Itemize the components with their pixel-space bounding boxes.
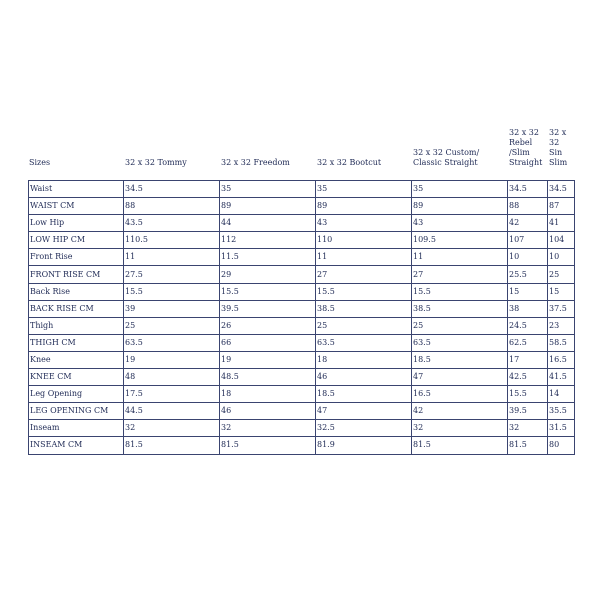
table-cell: 38 [508, 300, 548, 317]
row-label: WAIST CM [29, 198, 124, 215]
table-cell: 88 [124, 198, 220, 215]
table-cell: 26 [220, 317, 316, 334]
table-cell: 43 [412, 215, 508, 232]
table-cell: 34.5 [548, 181, 575, 198]
table-cell: 16.5 [548, 351, 575, 368]
table-cell: 25 [412, 317, 508, 334]
row-label: KNEE CM [29, 369, 124, 386]
row-label: Thigh [29, 317, 124, 334]
table-cell: 43.5 [124, 215, 220, 232]
table-cell: 110 [316, 232, 412, 249]
table-cell: 18.5 [316, 386, 412, 403]
table-cell: 104 [548, 232, 575, 249]
table-cell: 32 [412, 420, 508, 437]
header-sin-slim: 32 x 32 Sin Slim [549, 128, 568, 167]
table-cell: 39.5 [220, 300, 316, 317]
table-cell: 34.5 [124, 181, 220, 198]
table-cell: 81.5 [124, 437, 220, 454]
table-cell: 47 [316, 403, 412, 420]
table-cell: 63.5 [124, 334, 220, 351]
table-cell: 88 [508, 198, 548, 215]
table-cell: 66 [220, 334, 316, 351]
table-cell: 18.5 [412, 351, 508, 368]
table-cell: 42.5 [508, 369, 548, 386]
size-table [28, 180, 575, 455]
table-cell: 18 [316, 351, 412, 368]
table-cell: 18 [220, 386, 316, 403]
table-cell: 19 [124, 351, 220, 368]
table-cell: 15 [508, 283, 548, 300]
table-cell: 10 [548, 249, 575, 266]
table-cell: 41.5 [548, 369, 575, 386]
table-row [29, 266, 575, 283]
table-row [29, 283, 575, 300]
table-cell: 80 [548, 437, 575, 454]
table-cell: 16.5 [412, 386, 508, 403]
table-cell: 35 [220, 181, 316, 198]
table-cell: 25 [548, 266, 575, 283]
header-freedom: 32 x 32 Freedom [221, 158, 290, 167]
table-cell: 14 [548, 386, 575, 403]
table-cell: 25 [124, 317, 220, 334]
table-cell: 25.5 [508, 266, 548, 283]
table-cell: 32 [508, 420, 548, 437]
table-cell: 15.5 [412, 283, 508, 300]
row-label: Low Hip [29, 215, 124, 232]
table-cell: 58.5 [548, 334, 575, 351]
header-bootcut: 32 x 32 Bootcut [317, 158, 382, 167]
table-row [29, 334, 575, 351]
table-cell: 15.5 [508, 386, 548, 403]
table-cell: 29 [220, 266, 316, 283]
table-cell: 48 [124, 369, 220, 386]
table-row [29, 198, 575, 215]
table-cell: 32 [124, 420, 220, 437]
table-cell: 87 [548, 198, 575, 215]
table-row [29, 351, 575, 368]
header-rebel-slim-straight: 32 x 32 Rebel /Slim Straight [509, 128, 543, 167]
table-cell: 23 [548, 317, 575, 334]
table-cell: 42 [508, 215, 548, 232]
row-label: Front Rise [29, 249, 124, 266]
table-cell: 110.5 [124, 232, 220, 249]
row-label: Back Rise [29, 283, 124, 300]
table-cell: 15.5 [316, 283, 412, 300]
table-cell: 11.5 [220, 249, 316, 266]
table-cell: 17.5 [124, 386, 220, 403]
table-cell: 112 [220, 232, 316, 249]
row-label: Waist [29, 181, 124, 198]
row-label: LEG OPENING CM [29, 403, 124, 420]
table-cell: 15 [548, 283, 575, 300]
table-cell: 34.5 [508, 181, 548, 198]
table-cell: 46 [316, 369, 412, 386]
table-cell: 11 [316, 249, 412, 266]
table-cell: 39 [124, 300, 220, 317]
header-tommy: 32 x 32 Tommy [125, 158, 187, 167]
table-row [29, 249, 575, 266]
table-cell: 81.5 [412, 437, 508, 454]
table-cell: 62.5 [508, 334, 548, 351]
table-cell: 47 [412, 369, 508, 386]
table-cell: 27.5 [124, 266, 220, 283]
table-row [29, 386, 575, 403]
table-cell: 107 [508, 232, 548, 249]
header-sizes: Sizes [29, 158, 51, 167]
table-cell: 35.5 [548, 403, 575, 420]
table-cell: 109.5 [412, 232, 508, 249]
table-cell: 35 [316, 181, 412, 198]
table-cell: 43 [316, 215, 412, 232]
table-cell: 17 [508, 351, 548, 368]
row-label: Leg Opening [29, 386, 124, 403]
table-cell: 32 [220, 420, 316, 437]
table-row [29, 317, 575, 334]
row-label: BACK RISE CM [29, 300, 124, 317]
row-label: FRONT RISE CM [29, 266, 124, 283]
table-row [29, 300, 575, 317]
table-cell: 27 [316, 266, 412, 283]
table-cell: 38.5 [412, 300, 508, 317]
table-cell: 39.5 [508, 403, 548, 420]
table-cell: 35 [412, 181, 508, 198]
size-chart-header [28, 118, 574, 168]
table-cell: 32.5 [316, 420, 412, 437]
row-label: LOW HIP CM [29, 232, 124, 249]
table-row [29, 232, 575, 249]
row-label: Knee [29, 351, 124, 368]
table-cell: 46 [220, 403, 316, 420]
table-row [29, 437, 575, 454]
table-row [29, 181, 575, 198]
table-cell: 63.5 [316, 334, 412, 351]
table-cell: 27 [412, 266, 508, 283]
table-cell: 15.5 [124, 283, 220, 300]
table-cell: 11 [412, 249, 508, 266]
table-row [29, 369, 575, 386]
table-cell: 42 [412, 403, 508, 420]
table-cell: 81.5 [508, 437, 548, 454]
table-cell: 19 [220, 351, 316, 368]
table-cell: 24.5 [508, 317, 548, 334]
table-cell: 25 [316, 317, 412, 334]
table-cell: 63.5 [412, 334, 508, 351]
table-cell: 41 [548, 215, 575, 232]
table-cell: 81.5 [220, 437, 316, 454]
row-label: Inseam [29, 420, 124, 437]
table-row [29, 403, 575, 420]
table-cell: 11 [124, 249, 220, 266]
row-label: INSEAM CM [29, 437, 124, 454]
table-cell: 89 [412, 198, 508, 215]
table-cell: 89 [316, 198, 412, 215]
table-cell: 44 [220, 215, 316, 232]
table-cell: 15.5 [220, 283, 316, 300]
table-row [29, 420, 575, 437]
table-cell: 31.5 [548, 420, 575, 437]
table-cell: 38.5 [316, 300, 412, 317]
table-cell: 10 [508, 249, 548, 266]
table-cell: 48.5 [220, 369, 316, 386]
table-row [29, 215, 575, 232]
header-custom-classic-straight: 32 x 32 Custom/ Classic Straight [413, 148, 480, 167]
row-label: THIGH CM [29, 334, 124, 351]
table-cell: 44.5 [124, 403, 220, 420]
table-cell: 81.9 [316, 437, 412, 454]
table-cell: 37.5 [548, 300, 575, 317]
table-cell: 89 [220, 198, 316, 215]
